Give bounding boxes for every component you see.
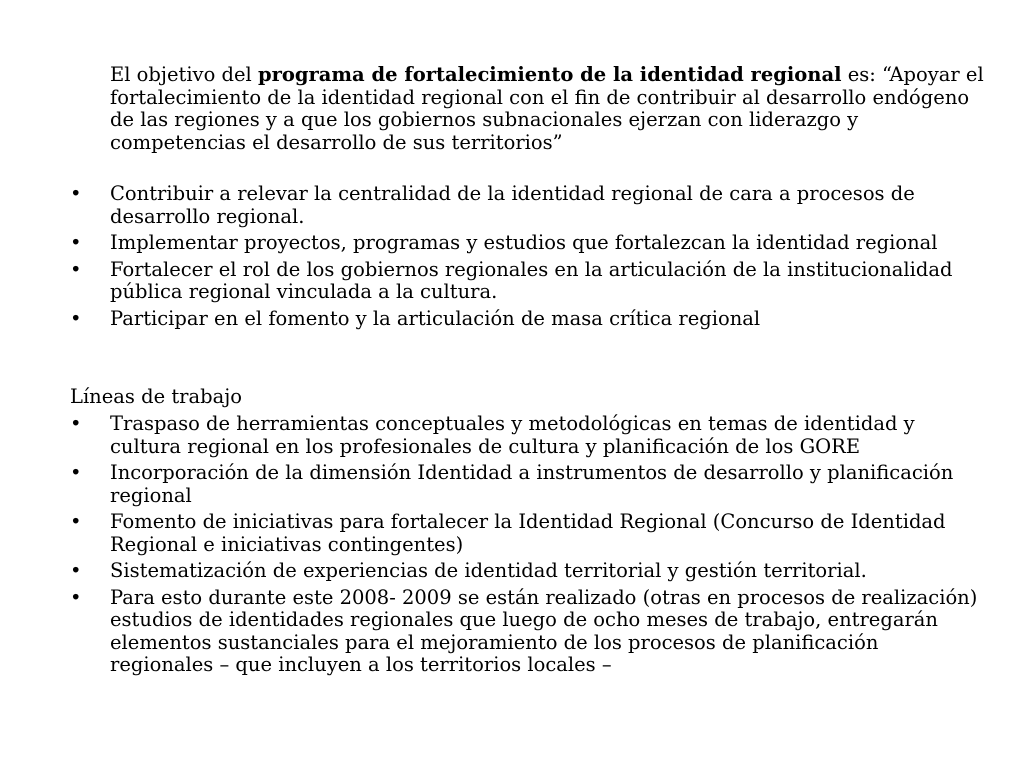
program-name: programa de fortalecimiento de la identidad regional [257,63,842,86]
work-lines-list [70,413,985,681]
bullet: • [70,461,82,484]
list-item-text: Contribuir a relevar la centralidad de la identidad regional de cara a procesos de desarrollo regional. [110,182,915,228]
intro-paragraph [110,64,990,154]
work-lines-heading: Líneas de trabajo [70,385,243,408]
list-item [70,511,985,556]
bullet: • [70,231,82,254]
list-item-text: Incorporación de la dimensión Identidad a instrumentos de desarrollo y planificación regional [110,461,954,507]
list-item [70,308,985,331]
list-item-text: Traspaso de herramientas conceptuales y metodológicas en temas de identidad y cultura regional en los profesionales de cultura y planificación de los GORE [110,412,915,458]
bullet: • [70,306,82,330]
list-item-text: Para esto durante este 2008- 2009 se están realizado (otras en procesos de realización) estudios de identidades regionales que luego de ocho meses de trabajo, entregarán elementos sustanciales para el mejoramiento de los procesos de planificación regionales – que incluyen a los territorios locales – [110,585,978,676]
list-item [70,232,985,255]
list-item [70,259,985,304]
bullet: • [70,585,82,609]
list-item-text: Participar en el fomento y la articulación de masa crítica regional [110,306,761,330]
list-item [70,462,985,507]
bullet: • [70,257,82,281]
bullet: • [70,510,82,533]
list-item-text: Implementar proyectos, programas y estudios que fortalezcan la identidad regional [110,231,938,254]
list-item-text: Sistematización de experiencias de identidad territorial y gestión territorial. [110,559,867,582]
intro-prefix: El objetivo del [110,63,258,86]
list-item [70,413,985,458]
list-item [70,560,985,583]
list-item-text: Fomento de iniciativas para fortalecer la Identidad Regional (Concurso de Identidad Regional e iniciativas contingentes) [110,510,946,556]
bullet: • [70,182,82,205]
list-item-text: Fortalecer el rol de los gobiernos regionales en la articulación de la institucionalidad pública regional vinculada a la cultura. [110,257,953,303]
intro-suffix: es: “Apoyar el fortalecimiento de la identidad regional con el fin de contribuir al desarrollo endógeno de las regiones y a que los gobiernos subnacionales ejerzan con liderazgo y competencias el desarrollo de sus territorios” [110,63,984,154]
list-item [70,587,985,677]
list-item [70,183,985,228]
objectives-list [70,183,985,334]
bullet: • [70,559,82,582]
bullet: • [70,412,82,435]
